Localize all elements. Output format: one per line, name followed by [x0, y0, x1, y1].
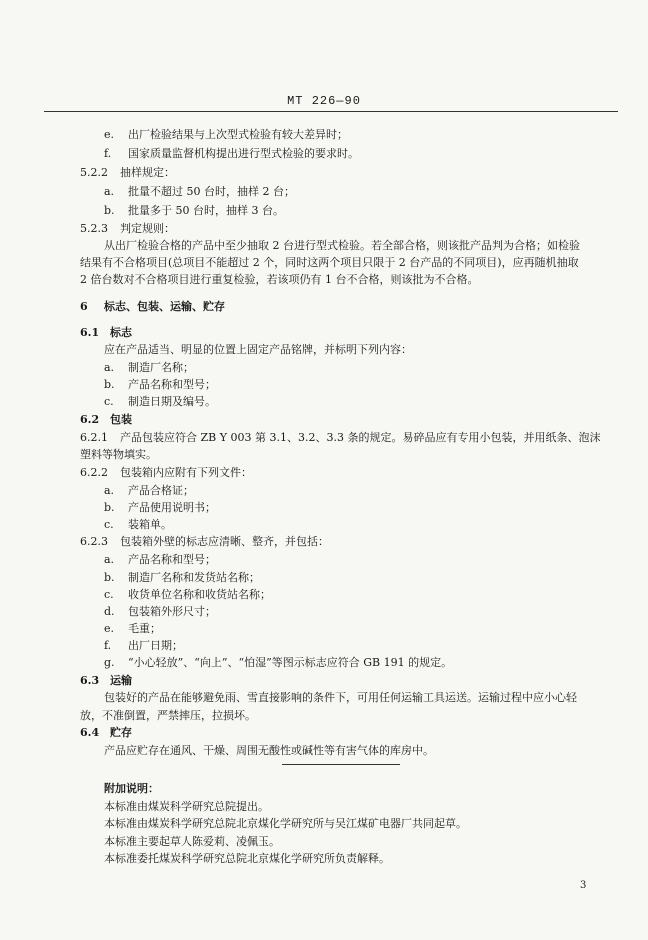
item-mark: f.: [104, 147, 112, 160]
appendix-line: 本标准主要起草人陈爱莉、凌佩玉。: [104, 835, 280, 848]
item-text: 收货单位名称和收货站名称；: [128, 588, 271, 601]
paragraph-line: 产品应贮存在通风、干燥、周围无酸性或碱性等有害气体的库房中。: [104, 744, 434, 757]
item-mark: a.: [104, 553, 115, 566]
clause-number: 6.2.2: [80, 466, 108, 479]
appendix-line: 本标准由煤炭科学研究总院北京煤化学研究所与吴江煤矿电器厂共同起草。: [104, 817, 467, 830]
page-number: 3: [580, 880, 587, 891]
item-mark: a.: [104, 361, 115, 374]
list-item: [104, 147, 359, 161]
paragraph-line: 塑料等物填实。: [80, 448, 157, 461]
clause-title: 包装箱外壁的标志应清晰、整齐，并包括：: [120, 535, 329, 548]
clause-title: 运输: [110, 674, 132, 687]
item-mark: b.: [104, 571, 115, 584]
clause-title: 包装: [110, 413, 132, 426]
paragraph-line: 包装好的产品在能够避免雨、雪直接影响的条件下，可用任何运输工具运送。运输过程中应小心轻: [104, 691, 577, 704]
list-item: [104, 588, 271, 602]
list-item: [104, 185, 295, 199]
clause-number: 6.1: [80, 326, 100, 339]
item-text: 制造厂名称；: [128, 361, 194, 374]
item-text: 产品合格证；: [128, 484, 194, 497]
clause-number: 5.2.3: [80, 222, 108, 235]
section-number: 6: [80, 300, 88, 313]
item-text: 批量多于 50 台时，抽样 3 台。: [128, 204, 284, 217]
list-item: [104, 605, 216, 619]
appendix-line: 本标准委托煤炭科学研究总院北京煤化学研究所负责解释。: [104, 852, 390, 865]
clause-number: 6.2.3: [80, 535, 108, 548]
paragraph-line: 从出厂检验合格的产品中至少抽取 2 台进行型式检验。若全部合格，则该批产品判为合格；如检验: [104, 239, 580, 252]
item-mark: d.: [104, 605, 115, 618]
paragraph-line: 放，不准倒置，严禁摔压，拉损坏。: [80, 709, 256, 722]
clause-title: 包装箱内应附有下列文件：: [120, 466, 252, 479]
clause-number: 6.2.1: [80, 431, 108, 444]
item-text: 产品使用说明书；: [128, 501, 216, 514]
clause-number: 6.2: [80, 413, 100, 426]
clause-6-2-1-line: [80, 431, 600, 445]
running-header: MT 226—90: [287, 94, 361, 108]
item-text: 出厂检验结果与上次型式检验有较大差异时；: [128, 128, 348, 141]
clause-6-3-heading: [80, 674, 132, 688]
clause-number: 6.4: [80, 726, 100, 739]
list-item: [104, 484, 194, 498]
item-mark: b.: [104, 501, 115, 514]
item-mark: c.: [104, 588, 114, 601]
item-mark: g.: [104, 656, 115, 669]
item-mark: b.: [104, 378, 115, 391]
clause-6-2-2-heading: [80, 466, 252, 480]
list-item: [104, 622, 161, 636]
item-text: 出厂日期；: [128, 639, 183, 652]
clause-number: 5.2.2: [80, 166, 108, 179]
item-mark: f.: [104, 639, 112, 652]
paragraph-line: 产品包装应符合 ZB Y 003 第 3.1、3.2、3.3 条的规定。易碎品应有专用小包装，并用纸条、泡沫: [120, 431, 601, 444]
paragraph-line: 2 倍台数对不合格项目进行重复检验，若该项仍有 1 台不合格，则该批为不合格。: [80, 273, 479, 286]
list-item: [104, 656, 452, 670]
list-item: [104, 639, 183, 653]
list-item: [104, 361, 194, 375]
clause-6-2-heading: [80, 413, 132, 427]
appendix-divider: [282, 764, 400, 765]
clause-6-2-3-heading: [80, 535, 329, 549]
appendix-line: 本标准由煤炭科学研究总院提出。: [104, 800, 269, 813]
clause-number: 6.3: [80, 674, 100, 687]
clause-6-4-heading: [80, 726, 132, 740]
item-mark: e.: [104, 128, 115, 141]
appendix-title: 附加说明：: [104, 782, 159, 795]
item-text: 装箱单。: [128, 518, 172, 531]
item-text: 制造厂名称和发货站名称；: [128, 571, 260, 584]
list-item: [104, 378, 216, 392]
clause-title: 贮存: [110, 726, 132, 739]
item-text: 产品名称和型号；: [128, 378, 216, 391]
clause-title: 抽样规定：: [120, 166, 175, 179]
clause-6-1-heading: [80, 326, 132, 340]
item-mark: c.: [104, 518, 114, 531]
list-item: [104, 501, 216, 515]
item-mark: e.: [104, 622, 115, 635]
item-text: “小心轻放”、“向上”、“怕湿”等图示标志应符合 GB 191 的规定。: [128, 656, 453, 669]
clause-title: 判定规则：: [120, 222, 175, 235]
section-6-heading: [80, 300, 225, 314]
clause-title: 标志: [110, 326, 132, 339]
item-mark: c.: [104, 395, 114, 408]
list-item: [104, 204, 284, 218]
item-text: 包装箱外形尺寸；: [128, 605, 216, 618]
item-mark: a.: [104, 484, 115, 497]
item-text: 国家质量监督机构提出进行型式检验的要求时。: [128, 147, 359, 160]
item-text: 产品名称和型号；: [128, 553, 216, 566]
list-item: [104, 571, 260, 585]
item-mark: a.: [104, 185, 115, 198]
section-title: 标志、包装、运输、贮存: [104, 300, 225, 313]
list-item: [104, 395, 216, 409]
clause-5-2-2-heading: [80, 166, 175, 180]
item-mark: b.: [104, 204, 115, 217]
list-item: [104, 128, 348, 142]
paragraph-line: 应在产品适当、明显的位置上固定产品铭牌，并标明下列内容：: [104, 343, 412, 356]
paragraph-line: 结果有不合格项目(总项目不能超过 2 个，同时这两个项目只限于 2 台产品的不同项目)，应再随机抽取: [80, 256, 579, 269]
list-item: [104, 518, 172, 532]
item-text: 毛重；: [128, 622, 161, 635]
header-rule: [44, 111, 618, 112]
list-item: [104, 553, 216, 567]
clause-5-2-3-heading: [80, 222, 175, 236]
item-text: 批量不超过 50 台时，抽样 2 台；: [128, 185, 295, 198]
item-text: 制造日期及编号。: [128, 395, 216, 408]
